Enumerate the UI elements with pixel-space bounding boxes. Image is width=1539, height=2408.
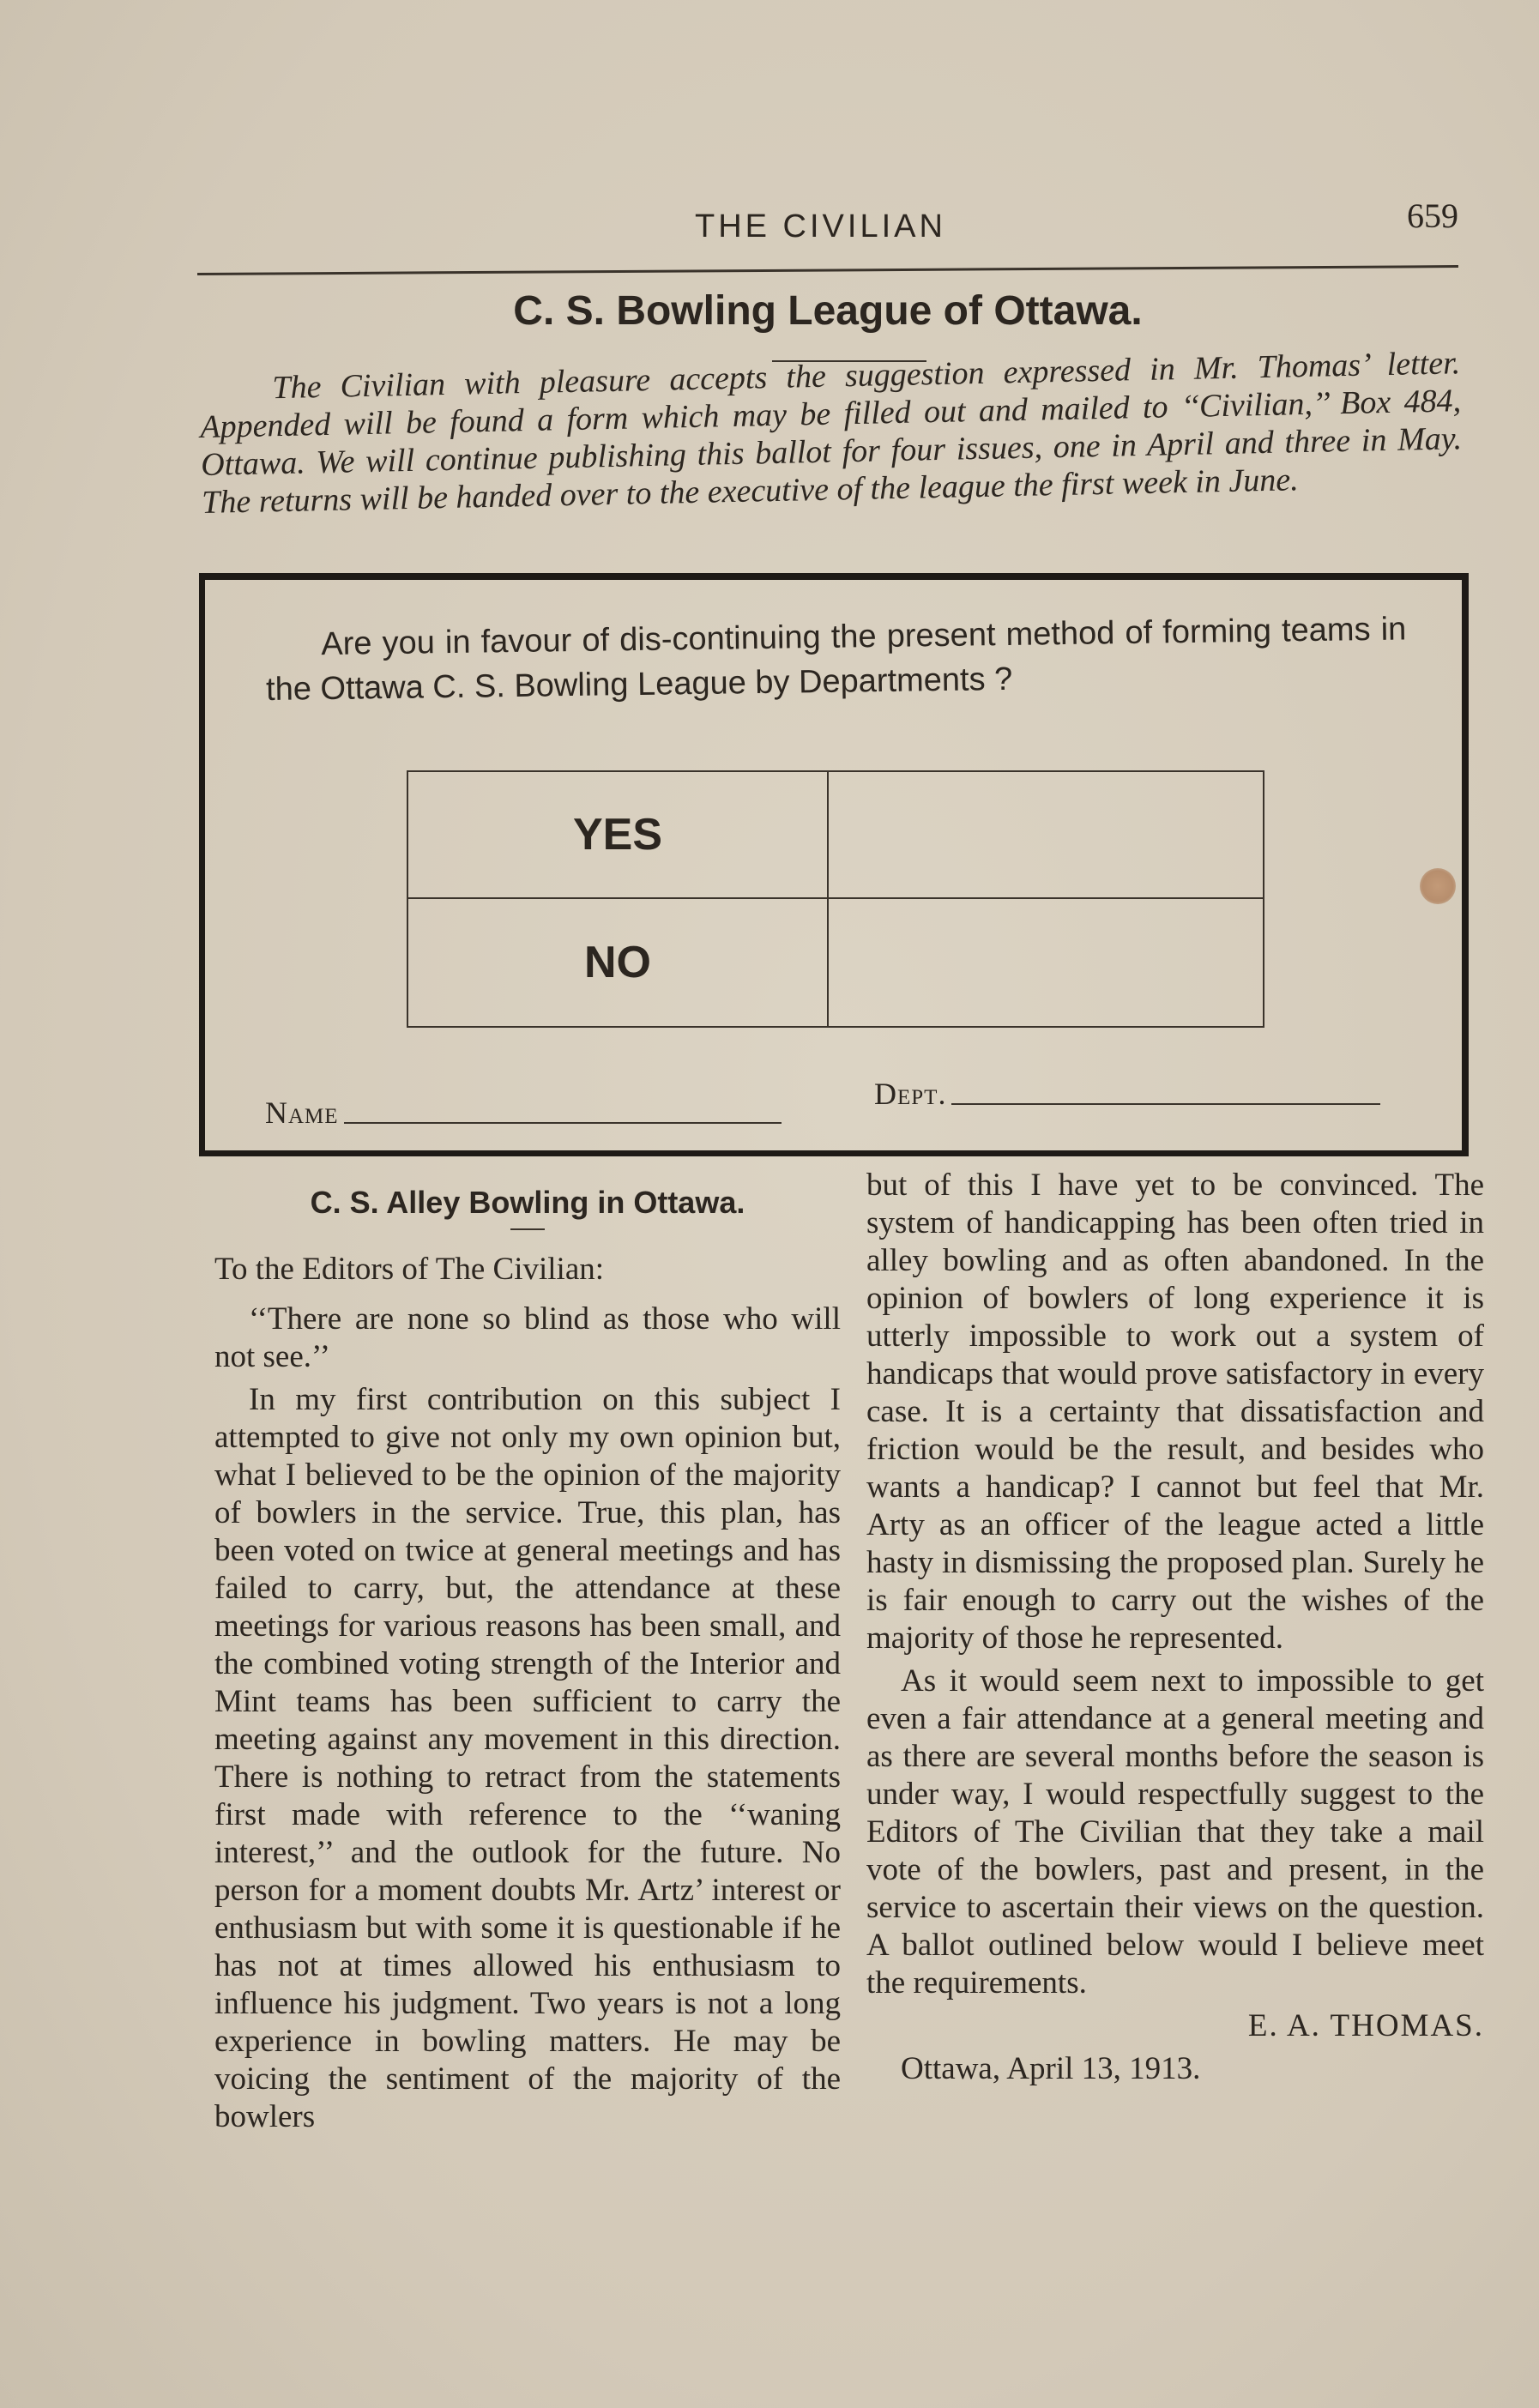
letter-paragraph-continued: but of this I have yet to be convinced. The system of handicapping has been often tried in alley bowling and as often abandoned. In the opinion of bowlers of long experience it is utterly impossible to work out a system of handicaps that would prove satisfactory in every case. It is a certainty that dissatisfaction and friction would be the result, and besides who wants a handicap? I cannot but feel that Mr. Arty as an officer of the league acted a little hasty in dismissing the proposed plan. Surely he is fair enough to carry out the wishes of the majority of those he represented. bbox=[866, 1168, 1484, 1656]
article-title: C. S. Bowling League of Ottawa. bbox=[513, 288, 1143, 334]
dept-rule bbox=[951, 1103, 1380, 1105]
name-field[interactable] bbox=[265, 1095, 782, 1131]
paper-stain bbox=[1420, 868, 1456, 904]
yes-label: YES bbox=[572, 810, 663, 860]
yes-cell bbox=[408, 772, 829, 899]
letter-salutation: To the Editors of The Civilian: bbox=[214, 1252, 605, 1287]
name-label: Name bbox=[265, 1095, 339, 1130]
letter-paragraph: As it would seem next to impossible to get even a fair attendance at a general meeting and as there are several months before the season is under way, I would respectfully suggest to the Editors of The Civilian that they take a mail vote of the bowlers, past and present, in the service to ascertain their views on the question. A ballot outlined below would I believe meet the requirements. bbox=[866, 1663, 1484, 2001]
header-rule bbox=[197, 265, 1458, 275]
page-header bbox=[197, 196, 1458, 256]
letter-paragraph: ‘‘There are none so blind as those who will not see.’’ bbox=[214, 1301, 841, 1374]
dept-field[interactable] bbox=[874, 1076, 1380, 1112]
letter-signature: E. A. THOMAS. bbox=[1247, 2008, 1484, 2043]
dept-label: Dept. bbox=[874, 1077, 947, 1111]
letter-title: C. S. Alley Bowling in Ottawa. bbox=[310, 1185, 745, 1220]
letter-dateline: Ottawa, April 13, 1913. bbox=[901, 2051, 1201, 2086]
yes-mark-box[interactable] bbox=[829, 772, 1263, 899]
ballot-form bbox=[199, 573, 1469, 1156]
letter-title-rule bbox=[510, 1228, 545, 1230]
no-cell bbox=[408, 899, 829, 1026]
no-mark-box[interactable] bbox=[829, 899, 1263, 1026]
no-label: NO bbox=[584, 938, 651, 987]
letter-left-column bbox=[214, 1184, 841, 2141]
article-intro: The Civilian with pleasure accepts the suggestion expressed in Mr. Thomas’ letter. Appended will be found a form which may be filled out and mailed to ‘‘Civilian,’’ Box 484, Ottawa. We will continue publishing this ballot for four issues, one in April and three in May. The returns will be handed over to the executive of the league the first week in June. bbox=[199, 345, 1463, 521]
vote-grid bbox=[407, 770, 1264, 1028]
letter-right-column bbox=[866, 1167, 1484, 2093]
ballot-question: Are you in favour of dis-continuing the present method of forming teams in the Ottawa C. S. Bowling League by Departments ? bbox=[265, 611, 1407, 708]
page-number: 659 bbox=[1407, 196, 1458, 235]
letter-paragraph: In my first contribution on this subject I attempted to give not only my own opinion but, what I believed to be the opinion of the majority of bowlers in the service. True, this plan, has been voted on twice at general meetings and has failed to carry, but, the attendance at these meetings for various reasons has been small, and the combined voting strength of the Interior and Mint teams has been sufficient to carry the meeting against any movement in this direction. There is nothing to retract from the statements first made with reference to the ‘‘waning interest,’’ and the outlook for the future. No person for a moment doubts Mr. Artz’ interest or enthusiasm but with some it is questionable if he has not at times allowed his enthusiasm to influence his judgment. Two years is not a long experience in bowling matters. He may be voicing the sentiment of the majority of the bowlers bbox=[214, 1382, 841, 2134]
name-rule bbox=[344, 1122, 782, 1124]
running-title: THE CIVILIAN bbox=[695, 208, 946, 244]
